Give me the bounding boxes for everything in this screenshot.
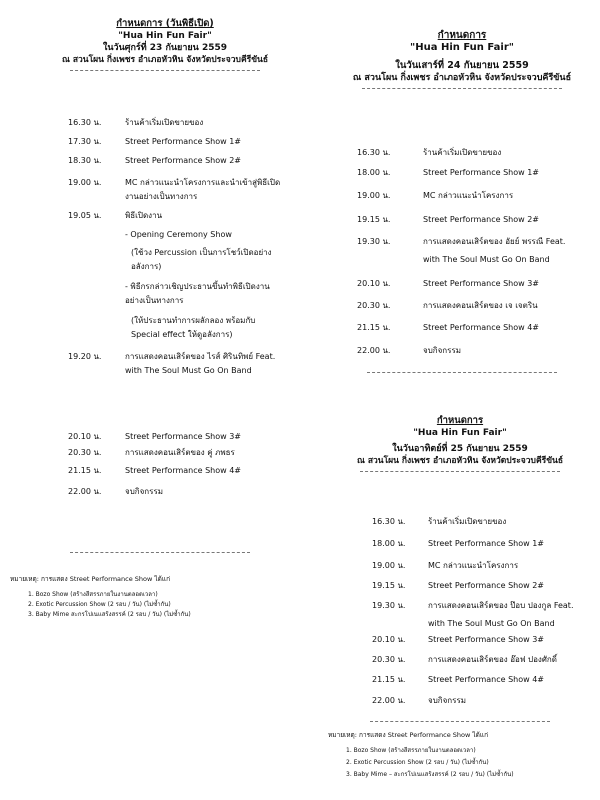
row-time: 21.15 น. bbox=[357, 323, 391, 332]
row-time: 19.30 น. bbox=[357, 237, 391, 246]
schedule-saturday bbox=[332, 30, 592, 390]
row-time: 20.10 น. bbox=[357, 279, 391, 288]
row-activity: การแสดงคอนเสิร์ตของ ไรส์ ศิรินทิพย์ Feat. bbox=[125, 352, 276, 361]
schedule-row bbox=[357, 148, 597, 166]
event-location: ณ สวนโผน กิ่งเพชร อำเภอหัวหิน จังหวัดประจวบคีรีขันธ์ bbox=[61, 55, 269, 65]
row-activity: Street Performance Show 2# bbox=[125, 156, 242, 165]
schedule-row bbox=[68, 466, 298, 480]
schedule-row bbox=[372, 601, 592, 637]
row-activity: with The Soul Must Go On Band bbox=[125, 366, 252, 375]
event-name: "Hua Hin Fun Fair" bbox=[118, 31, 212, 41]
row-time: 19.05 น. bbox=[68, 211, 102, 220]
row-time: 19.20 น. bbox=[68, 352, 102, 361]
row-activity: MC กล่าวแนะนำโครงการและนำเข้าสู่พิธีเปิด bbox=[125, 178, 281, 187]
row-activity: MC กล่าวแนะนำโครงการ bbox=[423, 191, 514, 200]
row-activity: การแสดงคอนเสิร์ตของ คู่ ภพธร bbox=[125, 448, 235, 457]
schedule-row bbox=[68, 352, 298, 380]
row-time: 16.30 น. bbox=[372, 517, 406, 526]
schedule-row bbox=[372, 539, 592, 557]
schedule-row bbox=[68, 282, 298, 310]
row-activity: Street Performance Show 4# bbox=[423, 323, 540, 332]
schedule-row bbox=[68, 156, 298, 170]
event-name: "Hua Hin Fun Fair" bbox=[410, 42, 514, 53]
row-activity: Street Performance Show 3# bbox=[428, 635, 545, 644]
schedule-row bbox=[68, 178, 298, 206]
schedule-row bbox=[372, 655, 592, 673]
row-activity: จบกิจกรรม bbox=[428, 696, 467, 705]
note-item: 1. Bozo Show (สร้างสีสรรภายในงานตลอดเวลา) bbox=[346, 747, 476, 754]
row-activity: ร้านค้าเริ่มเปิดขายของ bbox=[423, 148, 502, 157]
row-time: 17.30 น. bbox=[68, 137, 102, 146]
event-location: ณ สวนโผน กิ่งเพชร อำเภอหัวหิน จังหวัดประจวบคีรีขันธ์ bbox=[356, 456, 564, 466]
row-activity: การแสดงคอนเสิร์ตของ ป๊อบ ปองกูล Feat. bbox=[428, 601, 574, 610]
row-activity: อย่างเป็นทางการ bbox=[125, 296, 184, 305]
row-activity: Street Performance Show 2# bbox=[428, 581, 545, 590]
schedule-row bbox=[372, 675, 592, 693]
schedule-friday bbox=[10, 18, 290, 638]
schedule-row bbox=[372, 581, 592, 599]
schedule-title: กำหนดการ bbox=[436, 415, 484, 426]
event-date: ในวันอาทิตย์ที่ 25 กันยายน 2559 bbox=[392, 444, 528, 454]
row-time: 20.30 น. bbox=[357, 301, 391, 310]
row-time: 19.15 น. bbox=[357, 215, 391, 224]
schedule-row bbox=[357, 215, 597, 233]
note-item: 2. Exotic Percussion Show (2 รอบ / วัน) (ไม่ซ้ำกัน) bbox=[346, 759, 489, 766]
row-activity: การแสดงคอนเสิร์ตของ เจ เจตริน bbox=[423, 301, 538, 310]
row-activity: อลังการ) bbox=[131, 262, 162, 271]
schedule-row bbox=[357, 346, 597, 364]
row-activity: Street Performance Show 3# bbox=[125, 432, 242, 441]
schedule-row bbox=[357, 191, 597, 209]
row-time: 20.10 น. bbox=[372, 635, 406, 644]
row-time: 18.00 น. bbox=[372, 539, 406, 548]
schedule-row bbox=[357, 301, 597, 319]
schedule-row bbox=[372, 635, 592, 653]
schedule-row bbox=[68, 118, 298, 132]
note-heading: หมายเหตุ: การแสดง Street Performance Show ได้แก่ bbox=[328, 731, 488, 739]
row-activity: Street Performance Show 4# bbox=[428, 675, 545, 684]
row-activity: ร้านค้าเริ่มเปิดขายของ bbox=[428, 517, 507, 526]
row-time: 19.00 น. bbox=[372, 561, 406, 570]
row-activity: - พิธีกรกล่าวเชิญประธานขึ้นทำพิธีเปิดงาน bbox=[125, 282, 270, 291]
row-activity: การแสดงคอนเสิร์ตของ อัยย์ พรรณี Feat. bbox=[423, 237, 566, 246]
schedule-title: กำหนดการ bbox=[437, 30, 487, 41]
row-time: 21.15 น. bbox=[372, 675, 406, 684]
note-item: 2. Exotic Percussion Show (2 รอบ / วัน) (ไม่ซ้ำกัน) bbox=[28, 601, 171, 608]
row-activity: Special effect ให้ดูอลังการ) bbox=[131, 330, 233, 339]
row-activity: with The Soul Must Go On Band bbox=[428, 619, 555, 628]
row-time: 20.10 น. bbox=[68, 432, 102, 441]
schedule-row bbox=[357, 237, 597, 273]
schedule-row bbox=[357, 168, 597, 186]
row-time: 22.00 น. bbox=[372, 696, 406, 705]
schedule-row bbox=[357, 279, 597, 297]
divider bbox=[367, 372, 557, 373]
row-activity: พิธีเปิดงาน bbox=[125, 211, 163, 220]
schedule-row bbox=[68, 137, 298, 151]
note-heading: หมายเหตุ: การแสดง Street Performance Show ได้แก่ bbox=[10, 575, 170, 583]
row-activity: Street Performance Show 2# bbox=[423, 215, 540, 224]
note-item: 3. Baby Mime สะกรโปเนแสร้งสรรค์ (2 รอบ / วัน) (ไม่ซ้ำกัน) bbox=[28, 611, 191, 618]
row-activity: Street Performance Show 1# bbox=[423, 168, 540, 177]
schedule-row bbox=[68, 448, 298, 462]
schedule-row bbox=[372, 696, 592, 714]
row-time: 19.30 น. bbox=[372, 601, 406, 610]
schedule-row bbox=[68, 487, 298, 501]
row-activity: ร้านค้าเริ่มเปิดขายของ bbox=[125, 118, 204, 127]
row-activity: Street Performance Show 3# bbox=[423, 279, 540, 288]
divider bbox=[70, 70, 260, 71]
row-activity: MC กล่าวแนะนำโครงการ bbox=[428, 561, 519, 570]
schedule-row bbox=[372, 561, 592, 579]
row-time: 19.00 น. bbox=[68, 178, 102, 187]
row-time: 16.30 น. bbox=[68, 118, 102, 127]
row-activity: Street Performance Show 4# bbox=[125, 466, 242, 475]
row-time: 20.30 น. bbox=[372, 655, 406, 664]
row-activity: (ให้ประธานทำการผลักลอง พร้อมกับ bbox=[131, 316, 256, 325]
row-time: 18.30 น. bbox=[68, 156, 102, 165]
row-activity: จบกิจกรรม bbox=[125, 487, 164, 496]
row-activity: - Opening Ceremony Show bbox=[125, 230, 232, 239]
row-time: 18.00 น. bbox=[357, 168, 391, 177]
divider bbox=[370, 721, 550, 722]
note-item: 3. Baby Mime – สะกรโปเนแสร้งสรรค์ (2 รอบ / วัน) (ไม่ซ้ำกัน) bbox=[346, 771, 514, 778]
event-location: ณ สวนโผน กิ่งเพชร อำเภอหัวหิน จังหวัดประจวบคีรีขันธ์ bbox=[352, 73, 572, 83]
row-activity: Street Performance Show 1# bbox=[125, 137, 242, 146]
row-activity: งานอย่างเป็นทางการ bbox=[125, 192, 198, 201]
schedule-row bbox=[68, 248, 298, 276]
schedule-row bbox=[68, 316, 298, 344]
row-activity: Street Performance Show 1# bbox=[428, 539, 545, 548]
row-time: 22.00 น. bbox=[68, 487, 102, 496]
schedule-row bbox=[357, 323, 597, 341]
divider bbox=[362, 88, 562, 89]
event-name: "Hua Hin Fun Fair" bbox=[413, 428, 507, 438]
divider bbox=[70, 552, 250, 553]
event-date: ในวันศุกร์ที่ 23 กันยายน 2559 bbox=[102, 43, 227, 53]
schedule-row bbox=[372, 517, 592, 535]
row-activity: จบกิจกรรม bbox=[423, 346, 462, 355]
row-time: 20.30 น. bbox=[68, 448, 102, 457]
row-activity: การแสดงคอนเสิร์ตของ อ๊อฟ ปองศักดิ์ bbox=[428, 655, 557, 664]
note-item: 1. Bozo Show (สร้างสีสรรภายในงานตลอดเวลา) bbox=[28, 591, 158, 598]
row-time: 22.00 น. bbox=[357, 346, 391, 355]
row-time: 16.30 น. bbox=[357, 148, 391, 157]
row-time: 19.15 น. bbox=[372, 581, 406, 590]
row-time: 21.15 น. bbox=[68, 466, 102, 475]
schedule-sunday bbox=[330, 415, 590, 795]
event-date: ในวันเสาร์ที่ 24 กันยายน 2559 bbox=[395, 60, 529, 71]
row-activity: (ใช้วง Percussion เป็นการโชว์เปิดอย่าง bbox=[131, 248, 272, 257]
row-activity: with The Soul Must Go On Band bbox=[423, 255, 550, 264]
row-time: 19.00 น. bbox=[357, 191, 391, 200]
schedule-row bbox=[68, 211, 298, 225]
divider bbox=[360, 471, 560, 472]
schedule-row bbox=[68, 432, 298, 446]
schedule-title: กำหนดการ (วันพิธีเปิด) bbox=[116, 18, 214, 29]
schedule-row bbox=[68, 230, 298, 244]
